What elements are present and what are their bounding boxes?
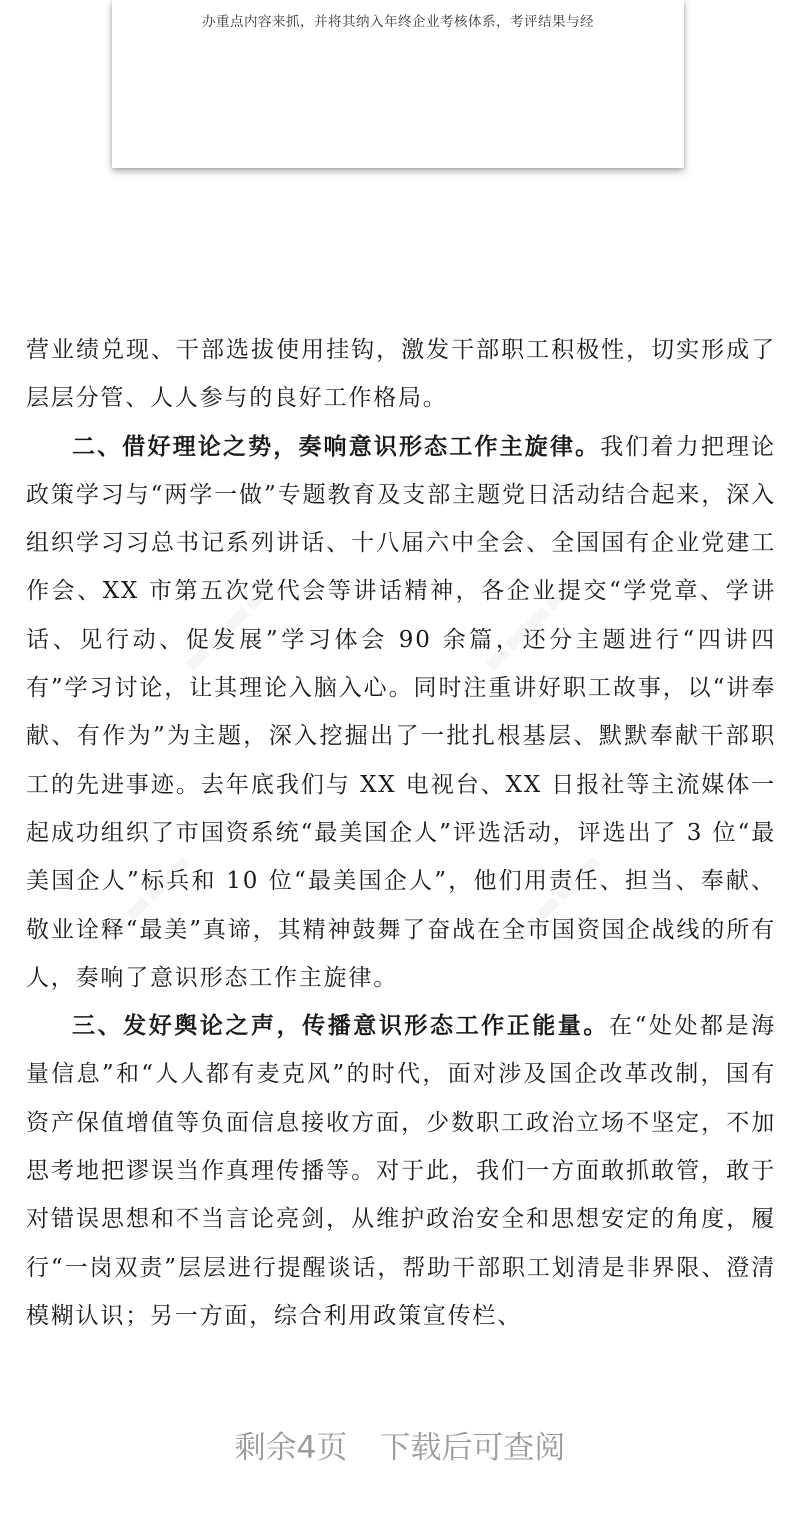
document-body [26,326,776,1340]
section-heading: 二、借好理论之势，奏响意识形态工作主旋律。 [72,433,601,460]
previous-page-snippet: 办重点内容来抓，并将其纳入年终企业考核体系，考评结果与经 [202,14,594,30]
watermark-icon: ▬▬▬▬ [174,575,280,680]
paragraph-text: 在“处处都是海量信息”和“人人都有麦克风”的时代，面对涉及国企改革改制，国有资产保值增值等负面信息接收方面，少数职工政治立场不坚定，不加思考地把谬误当作真理传播等。对于此，我们一方面敢抓敢管，敢于对错误思想和不当言论亮剑，从维护政治安全和思想安定的角度，履行“一岗双责”层层进行提醒谈话，帮助干部职工划清是非界限、澄清模糊认识；另一方面，综合利用政策宣传栏、 [26,1013,776,1329]
watermark-icon: ▬▬▬▬ [94,845,200,950]
paragraph-text: 营业绩兑现、干部选拔使用挂钩，激发干部职工积极性，切实形成了层层分管、人人参与的良好工作格局。 [26,337,776,412]
watermark-icon: ▬▬▬▬ [504,845,610,950]
previous-page-card [112,0,684,168]
download-hint-label[interactable]: 下载后可查阅 [379,1430,566,1466]
paragraph-continued [26,326,776,423]
paragraph-section-3 [26,1002,776,1340]
section-heading: 三、发好舆论之声，传播意识形态工作正能量。 [72,1013,609,1040]
paragraph-text: 我们着力把理论政策学习与“两学一做”专题教育及支部主题党日活动结合起来，深入组织学习习总书记系列讲话、十八届六中全会、全国国有企业党建工作会、XX 市第五次党代会等讲话精神，各企业提交“学党章、学讲话、见行动、促发展”学习体会 90 余篇，还分主题进行“四讲四有”学习讨论，让其理论入脑入心。同时注重讲好职工故事，以“讲奉献、有作为”为主题，深入挖掘出了一批扎根基层、默默奉献干部职工的先进事迹。去年底我们与 XX 电视台、XX 日报社等主流媒体一起成功组织了市国资系统“最美国企人”评选活动，评选出了 3 位“最美国企人”标兵和 10 位“最美国企人”，他们用责任、担当、奉献、敬业诠释“最美”真谛，其精神鼓舞了奋战在全市国资国企战线的所有人，奏响了意识形态工作主旋律。 [26,433,776,991]
watermark-icon: ▬▬▬▬ [474,575,580,680]
download-prompt[interactable] [0,1422,800,1467]
remaining-pages-label: 剩余4页 [234,1430,348,1466]
paragraph-section-2 [26,423,776,1003]
